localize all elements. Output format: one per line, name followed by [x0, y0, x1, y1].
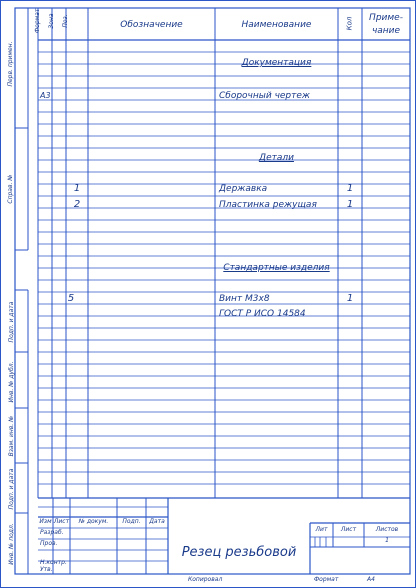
header-qty: Кол: [345, 16, 354, 31]
tb-developed: Разраб.: [40, 529, 64, 536]
tb-lit: Лит: [315, 526, 328, 533]
std1-pos: 5: [67, 293, 75, 304]
header-zone: Зона: [48, 13, 55, 29]
footer-copied: Копировал: [188, 576, 223, 583]
side-dup-inv: Инв. № дубл.: [8, 361, 15, 403]
part2-qty: 1: [346, 199, 354, 210]
tb-sheet: Лист: [53, 518, 70, 525]
tb-date: Дата: [149, 518, 165, 525]
std1-name-line1: Винт М3х8: [219, 294, 270, 304]
std1-qty: 1: [346, 293, 354, 304]
part2-name: Пластинка режущая: [219, 200, 317, 210]
part1-name: Державка: [219, 184, 268, 194]
tb-change: Изм: [39, 518, 52, 525]
tb-sheets-count: 1: [385, 537, 389, 544]
tb-checked: Пров.: [40, 540, 58, 547]
side-instead-inv: Взам. инв. №: [8, 415, 15, 457]
part1-qty: 1: [346, 183, 354, 194]
tb-doc-no: № докум.: [78, 518, 109, 525]
header-designation: Обозначение: [120, 20, 183, 30]
section-documentation: Документация: [241, 58, 312, 68]
side-sign-date-2: Подп. и дата: [8, 468, 15, 510]
tb-title: Резец резьбовой: [181, 545, 297, 560]
side-orig-inv: Инв. № подл.: [8, 523, 15, 565]
tb-approved: Утв.: [40, 566, 53, 573]
tb-norm-control: Н.контр.: [40, 559, 67, 566]
part2-pos: 2: [73, 199, 81, 210]
section-standard-items: Стандартные изделия: [223, 263, 330, 273]
tb-sheets-label: Листов: [375, 526, 399, 533]
doc-format: А3: [40, 91, 51, 100]
side-ref-no: Справ. №: [7, 174, 14, 204]
footer-format: Формат: [314, 576, 339, 583]
header-format: Формат: [34, 8, 41, 33]
std1-name-line2: ГОСТ Р ИСО 14584: [219, 309, 306, 319]
doc-name: Сборочный чертеж: [219, 91, 311, 101]
header-pos: Поз.: [62, 14, 69, 28]
side-sign-date-1: Подп. и дата: [8, 301, 15, 343]
header-name: Наименование: [241, 20, 312, 30]
section-parts: Детали: [259, 153, 294, 163]
header-note-line2: чание: [371, 26, 401, 36]
footer-format-value: А4: [367, 576, 375, 583]
part1-pos: 1: [73, 183, 81, 194]
header-note-line1: Приме-: [369, 13, 403, 23]
tb-sign: Подп.: [122, 518, 141, 525]
side-first-use: Перв. примен.: [7, 41, 14, 87]
tb-sheet-label: Лист: [340, 526, 357, 533]
